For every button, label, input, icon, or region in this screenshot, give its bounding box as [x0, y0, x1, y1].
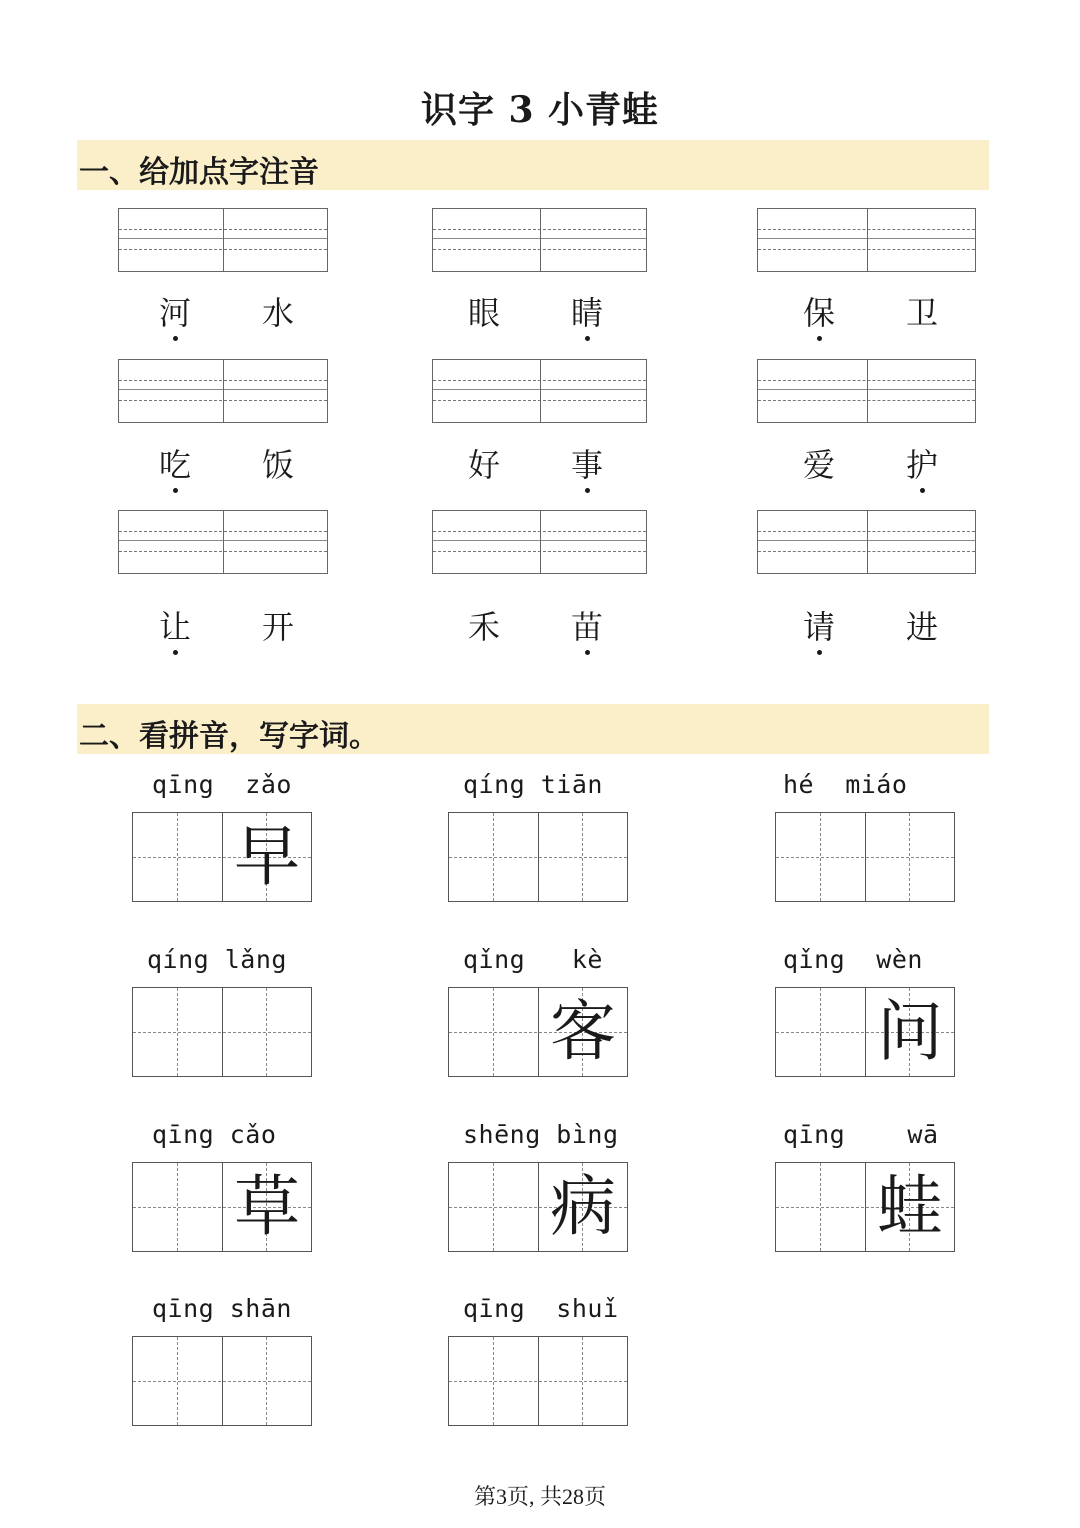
pinyin-prompt: qīng shuǐ [463, 1294, 619, 1323]
word-character: 眼 [467, 294, 500, 332]
page-footer: 第3页, 共28页 [473, 1484, 606, 1509]
pinyin-prompt: qīng zǎo [152, 770, 292, 799]
tianzige-writing-grid[interactable] [448, 812, 628, 902]
pinyin-answer-box[interactable] [118, 359, 328, 423]
word-character: 开 [261, 608, 294, 646]
section-heading-1 [77, 140, 989, 190]
tianzige-writing-grid[interactable] [448, 1336, 628, 1426]
tianzige-writing-grid[interactable] [132, 987, 312, 1077]
tianzige-writing-grid[interactable] [132, 1162, 312, 1252]
pinyin-prompt: qíng tiān [463, 770, 603, 799]
pinyin-prompt: shēng bìng [463, 1120, 619, 1149]
pinyin-prompt: qíng lǎng [147, 945, 287, 974]
word-character: 让 [155, 607, 195, 647]
word-character: 事 [567, 445, 607, 485]
pinyin-prompt: qǐng wèn [783, 945, 923, 974]
given-character: 蛙 [877, 1168, 943, 1245]
word-character: 进 [905, 608, 938, 646]
pinyin-answer-box[interactable] [118, 208, 328, 272]
pinyin-prompt: hé miáo [783, 770, 908, 799]
word-character: 禾 [467, 608, 500, 646]
section-heading-1-text: 一、给加点字注音 [79, 155, 319, 190]
word-character: 爱 [802, 446, 835, 484]
pinyin-prompt: qīng shān [152, 1294, 292, 1323]
pinyin-prompt: qīng cǎo [152, 1120, 277, 1149]
word-character: 好 [467, 446, 500, 484]
pinyin-answer-box[interactable] [757, 359, 976, 423]
given-character: 早 [234, 818, 300, 895]
pinyin-prompt: qīng wā [783, 1120, 939, 1149]
tianzige-writing-grid[interactable] [448, 987, 628, 1077]
pinyin-answer-box[interactable] [118, 510, 328, 574]
word-character: 水 [261, 294, 294, 332]
page-title: 识字 3 小青蛙 [420, 89, 660, 131]
pinyin-prompt: qǐng kè [463, 945, 603, 974]
word-character: 苗 [567, 607, 607, 647]
pinyin-answer-box[interactable] [432, 510, 647, 574]
word-character: 护 [902, 445, 942, 485]
given-character [538, 813, 628, 901]
word-character: 睛 [567, 293, 607, 333]
word-character: 河 [155, 293, 195, 333]
word-character: 饭 [261, 446, 294, 484]
tianzige-writing-grid[interactable] [775, 812, 955, 902]
given-character: 草 [234, 1168, 300, 1245]
word-character: 请 [799, 607, 839, 647]
tianzige-writing-grid[interactable] [132, 812, 312, 902]
given-character [538, 1337, 628, 1425]
pinyin-answer-box[interactable] [432, 359, 647, 423]
tianzige-writing-grid[interactable] [448, 1162, 628, 1252]
tianzige-writing-grid[interactable] [775, 1162, 955, 1252]
tianzige-writing-grid[interactable] [775, 987, 955, 1077]
section-heading-2-text: 二、看拼音，写字词。 [79, 719, 379, 754]
pinyin-answer-box[interactable] [757, 510, 976, 574]
word-character: 卫 [905, 294, 938, 332]
given-character: 病 [550, 1168, 616, 1245]
word-character: 保 [799, 293, 839, 333]
word-character: 吃 [155, 445, 195, 485]
pinyin-answer-box[interactable] [432, 208, 647, 272]
pinyin-answer-box[interactable] [757, 208, 976, 272]
given-character [865, 813, 955, 901]
given-character [222, 1337, 312, 1425]
tianzige-writing-grid[interactable] [132, 1336, 312, 1426]
given-character: 问 [877, 993, 943, 1070]
given-character [222, 988, 312, 1076]
given-character: 客 [550, 993, 616, 1070]
section-heading-2 [77, 704, 989, 754]
